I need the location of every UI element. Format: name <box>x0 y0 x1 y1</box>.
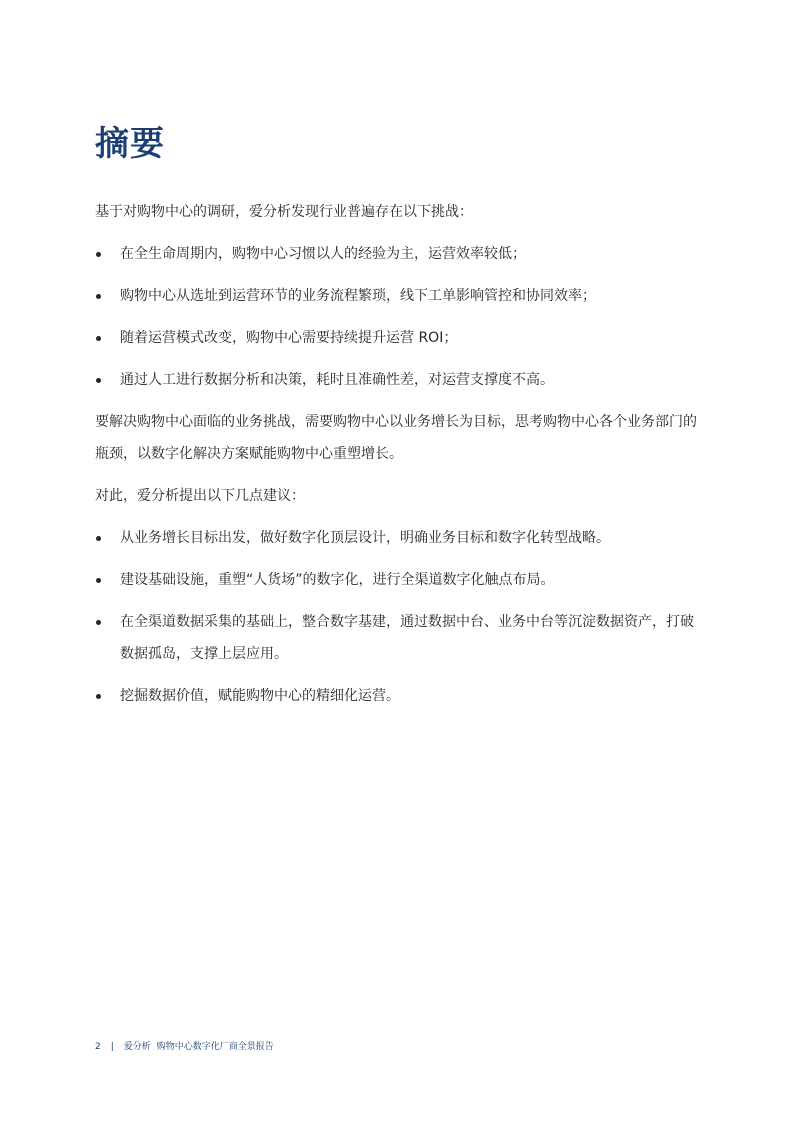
intro-paragraph: 基于对购物中心的调研，爱分析发现行业普遍存在以下挑战： <box>95 204 473 220</box>
suggestion-text: 建设基础设施，重塑“人货场”的数字化，进行全渠道数字化触点布局。 <box>120 572 555 588</box>
suggestion-item <box>95 564 703 596</box>
middle-paragraph: 要解决购物中心面临的业务挑战，需要购物中心以业务增长为目标，思考购物中心各个业务部门的瓶颈，以数字化解决方案赋能购物中心重塑增长。 <box>95 414 697 462</box>
bullet-icon <box>96 578 101 583</box>
challenge-item <box>95 364 703 396</box>
suggestion-item <box>95 606 703 670</box>
suggestion-item <box>95 522 703 554</box>
challenge-item <box>95 280 703 312</box>
suggestion-item <box>95 680 703 712</box>
bullet-icon <box>96 620 101 625</box>
footer-separator: | <box>110 1042 114 1052</box>
suggestion-text: 挖掘数据价值，赋能购物中心的精细化运营。 <box>120 688 400 704</box>
bullet-icon <box>96 378 101 383</box>
bullet-icon <box>96 294 101 299</box>
footer-report-title: 购物中心数字化厂商全景报告 <box>156 1042 274 1052</box>
suggestion-text: 从业务增长目标出发，做好数字化顶层设计，明确业务目标和数字化转型战略。 <box>120 530 610 546</box>
suggestion-text: 在全渠道数据采集的基础上，整合数字基建，通过数据中台、业务中台等沉淀数据资产，打破数据孤岛，支撑上层应用。 <box>120 614 694 662</box>
suggestions-intro: 对此，爱分析提出以下几点建议： <box>95 488 305 504</box>
suggestions-list <box>95 522 703 712</box>
bullet-icon <box>96 252 101 257</box>
bullet-icon <box>96 694 101 699</box>
page-title: 摘要 <box>95 124 165 164</box>
bullet-icon <box>96 536 101 541</box>
page-number: 2 <box>95 1042 101 1052</box>
bullet-icon <box>96 336 101 341</box>
challenge-text: 在全生命周期内，购物中心习惯以人的经验为主，运营效率较低； <box>120 246 526 262</box>
challenge-item <box>95 238 703 270</box>
footer-brand: 爱分析 <box>123 1042 151 1052</box>
challenge-text: 通过人工进行数据分析和决策，耗时且准确性差，对运营支撑度不高。 <box>120 372 554 388</box>
summary-content <box>95 196 703 722</box>
page-footer <box>95 1040 274 1054</box>
challenge-text: 购物中心从选址到运营环节的业务流程繁琐，线下工单影响管控和协同效率； <box>120 288 596 304</box>
challenges-list <box>95 238 703 396</box>
challenge-item <box>95 322 703 354</box>
challenge-text: 随着运营模式改变，购物中心需要持续提升运营 ROI； <box>120 330 458 346</box>
